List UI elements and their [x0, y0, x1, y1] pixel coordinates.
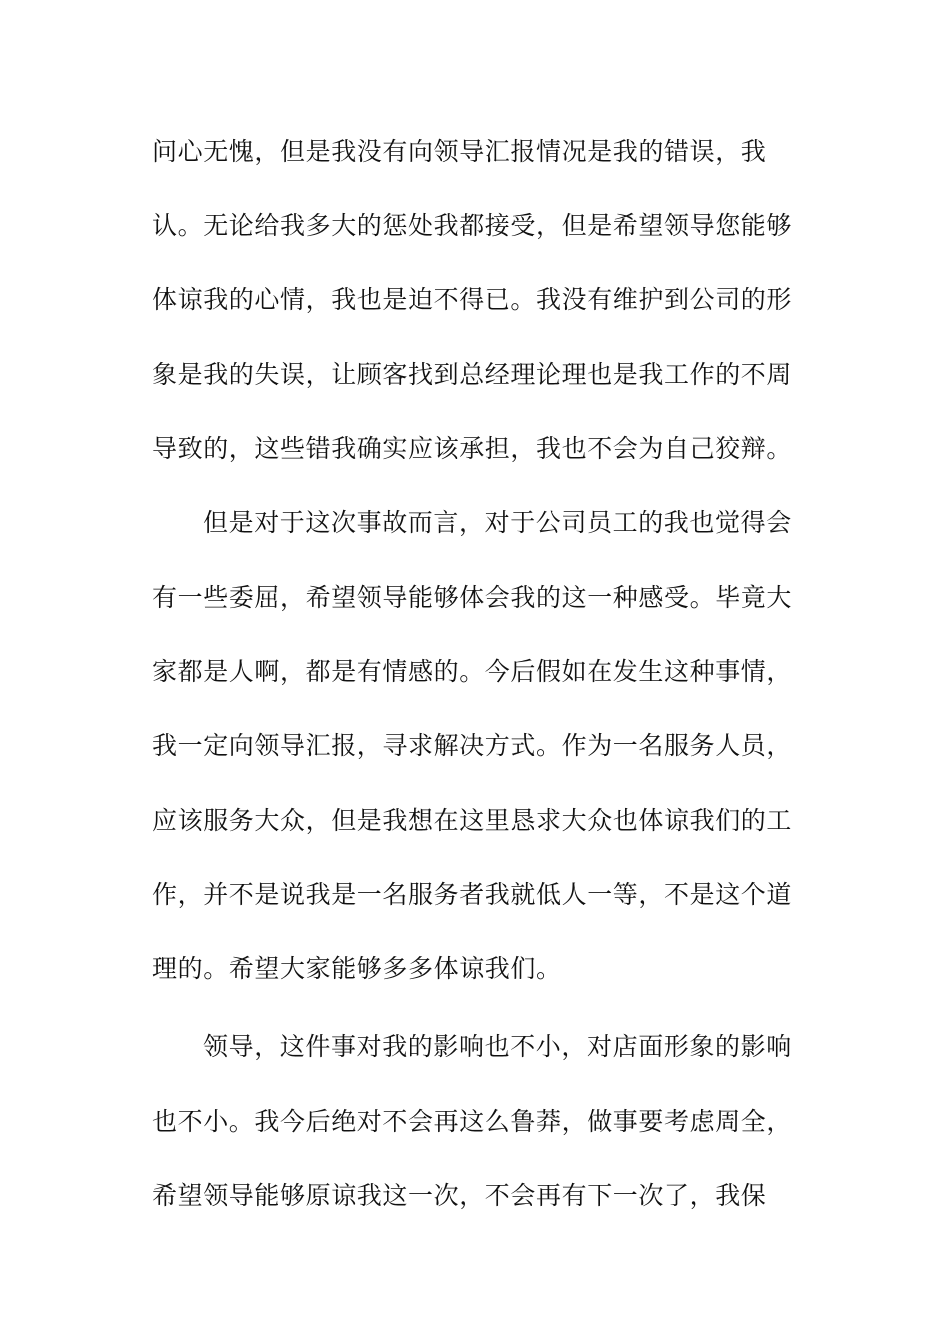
text-line: 家都是人啊，都是有情感的。今后假如在发生这种事情， [152, 657, 793, 686]
text-line: 理的。希望大家能够多多体谅我们。 [152, 954, 562, 983]
text-line: 认。无论给我多大的惩处我都接受，但是希望领导您能够 [152, 211, 793, 240]
text-line: 导致的，这些错我确实应该承担，我也不会为自己狡辩。 [152, 434, 793, 463]
text-line: 作，并不是说我是一名服务者我就低人一等，不是这个道 [152, 880, 793, 909]
text-line: 体谅我的心情，我也是迫不得已。我没有维护到公司的形 [152, 285, 793, 314]
text-line: 问心无愧，但是我没有向领导汇报情况是我的错误，我 [152, 137, 767, 166]
text-line: 希望领导能够原谅我这一次，不会再有下一次了，我保 [152, 1181, 767, 1210]
text-line: 有一些委屈，希望领导能够体会我的这一种感受。毕竟大 [152, 583, 793, 612]
text-line: 应该服务大众，但是我想在这里恳求大众也体谅我们的工 [152, 806, 793, 835]
text-line: 也不小。我今后绝对不会再这么鲁莽，做事要考虑周全， [152, 1107, 793, 1136]
text-line: 我一定向领导汇报，寻求解决方式。作为一名服务人员， [152, 731, 793, 760]
paragraph-first-line: 领导，这件事对我的影响也不小，对店面形象的影响 [203, 1032, 792, 1061]
text-line: 象是我的失误，让顾客找到总经理论理也是我工作的不周 [152, 360, 793, 389]
paragraph-first-line: 但是对于这次事故而言，对于公司员工的我也觉得会 [203, 508, 792, 537]
